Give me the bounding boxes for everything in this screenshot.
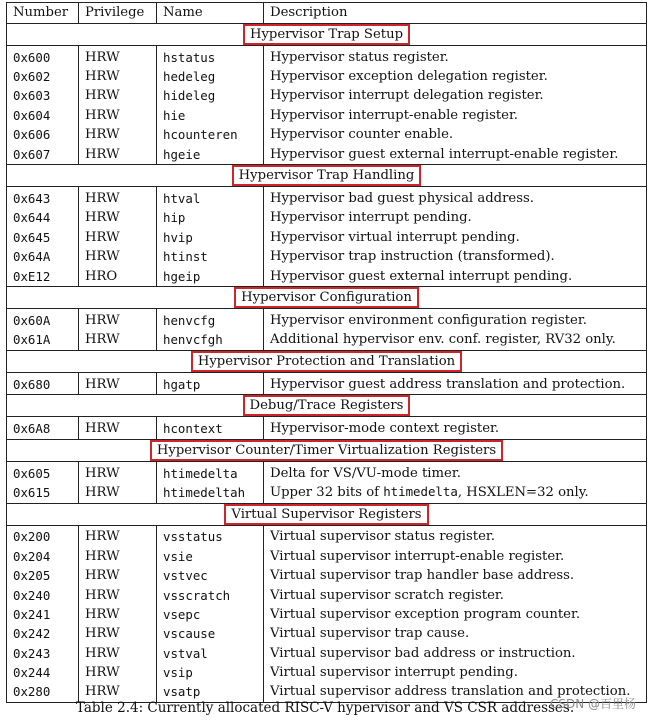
csr-name-cell: hgeip [157,267,264,287]
csr-number-cell: 0x607 [7,145,79,165]
csr-description-cell: Virtual supervisor status register. [264,528,647,547]
csr-number-cell: 0x60A [7,311,79,330]
table-row [7,145,647,165]
csr-number-cell: 0xE12 [7,267,79,287]
csr-privilege-cell: HRW [79,106,157,125]
csr-privilege-cell: HRW [79,48,157,67]
watermark-text: CSDN @百里杨 [549,697,636,711]
csr-number-cell: 0x643 [7,189,79,208]
table-row [7,189,647,208]
csr-description-cell: Hypervisor guest address translation and protection. [264,375,647,395]
table-row [7,67,647,86]
table-row [7,126,647,145]
csr-name-cell: hcounteren [157,126,264,145]
csr-description-cell: Additional hypervisor env. conf. register, RV32 only. [264,331,647,351]
section-header-cell [7,165,647,187]
section-title-highlight: Hypervisor Configuration [234,287,419,308]
csr-name-cell: henvcfg [157,311,264,330]
csr-name-cell: vsatp [157,683,264,703]
csr-number-cell: 0x200 [7,528,79,547]
table-row [7,248,647,267]
csr-description-cell: Virtual supervisor exception program counter. [264,605,647,624]
table-row [7,87,647,106]
csr-name-cell: vsscratch [157,586,264,605]
csr-description-cell [264,483,647,503]
csr-privilege-cell: HRW [79,189,157,208]
csr-privilege-cell: HRW [79,586,157,605]
table-row [7,483,647,503]
csr-number-cell: 0x600 [7,48,79,67]
csr-privilege-cell: HRW [79,605,157,624]
csr-description-cell: Hypervisor bad guest physical address. [264,189,647,208]
header-privilege: Privilege [79,3,157,24]
csr-description-cell: Hypervisor status register. [264,48,647,67]
csr-privilege-cell: HRW [79,644,157,663]
table-row [7,209,647,228]
csr-number-cell: 0x605 [7,464,79,483]
csr-privilege-cell: HRW [79,248,157,267]
csr-privilege-cell: HRW [79,209,157,228]
section-header-row [7,351,647,373]
csr-name-cell: hie [157,106,264,125]
csr-table-container [6,2,646,703]
csr-number-cell: 0x604 [7,106,79,125]
csr-number-cell: 0x602 [7,67,79,86]
csr-privilege-cell: HRW [79,547,157,566]
csr-name-cell: henvcfgh [157,331,264,351]
csr-name-cell: vsstatus [157,528,264,547]
csr-privilege-cell: HRW [79,683,157,703]
csr-description-cell: Hypervisor-mode context register. [264,419,647,439]
csr-description-cell: Delta for VS/VU-mode timer. [264,464,647,483]
csr-number-cell: 0x61A [7,331,79,351]
csr-description-cell: Virtual supervisor trap cause. [264,625,647,644]
table-row [7,48,647,67]
csr-number-cell: 0x644 [7,209,79,228]
section-title-highlight: Hypervisor Trap Handling [232,165,422,186]
csr-name-cell: hvip [157,228,264,247]
table-header-row [7,3,647,24]
section-title-highlight: Debug/Trace Registers [243,395,411,416]
csr-description-cell: Hypervisor trap instruction (transformed). [264,248,647,267]
table-row [7,586,647,605]
csr-privilege-cell: HRO [79,267,157,287]
csr-description-cell: Hypervisor interrupt-enable register. [264,106,647,125]
csr-description-cell: Hypervisor environment configuration register. [264,311,647,330]
table-row [7,547,647,566]
csr-privilege-cell: HRW [79,126,157,145]
csr-name-cell: htimedeltah [157,483,264,503]
table-row [7,566,647,585]
csr-description-cell: Virtual supervisor interrupt pending. [264,663,647,682]
csr-number-cell: 0x243 [7,644,79,663]
section-header-row [7,24,647,46]
section-header-row [7,439,647,461]
section-header-row [7,165,647,187]
csr-description-cell: Hypervisor interrupt delegation register. [264,87,647,106]
csr-privilege-cell: HRW [79,528,157,547]
csr-number-cell: 0x244 [7,663,79,682]
header-description: Description [264,3,647,24]
section-header-cell [7,503,647,525]
csr-privilege-cell: HRW [79,625,157,644]
csr-description-cell: Virtual supervisor trap handler base address. [264,566,647,585]
csr-number-cell: 0x680 [7,375,79,395]
table-row [7,644,647,663]
csr-description-cell: Hypervisor interrupt pending. [264,209,647,228]
csr-name-cell: vscause [157,625,264,644]
table-row [7,267,647,287]
csr-privilege-cell: HRW [79,375,157,395]
table-row [7,528,647,547]
header-number: Number [7,3,79,24]
csr-name-cell: hip [157,209,264,228]
csr-description-cell: Virtual supervisor interrupt-enable register. [264,547,647,566]
csr-name-cell: hcontext [157,419,264,439]
table-row [7,605,647,624]
csr-name-cell: htinst [157,248,264,267]
section-title-highlight: Virtual Supervisor Registers [224,504,428,525]
csr-name-cell: hedeleg [157,67,264,86]
csr-number-cell: 0x204 [7,547,79,566]
csr-privilege-cell: HRW [79,663,157,682]
table-caption: Table 2.4: Currently allocated RISC-V hypervisor and VS CSR addresses. [75,700,575,716]
csr-description-cell: Virtual supervisor scratch register. [264,586,647,605]
csr-name-cell: htimedelta [157,464,264,483]
table-row [7,625,647,644]
table-row [7,331,647,351]
csr-description-cell: Virtual supervisor bad address or instruction. [264,644,647,663]
csr-privilege-cell: HRW [79,419,157,439]
csr-address-table [6,2,647,703]
section-title-highlight: Hypervisor Trap Setup [243,24,410,45]
csr-description-cell: Hypervisor exception delegation register. [264,67,647,86]
description-text: , HSXLEN=32 only. [457,485,589,501]
csr-privilege-cell: HRW [79,464,157,483]
csr-number-cell: 0x615 [7,483,79,503]
csr-privilege-cell: HRW [79,483,157,503]
section-header-row [7,287,647,309]
csr-name-cell: hgeie [157,145,264,165]
description-text: Upper 32 bits of [270,485,384,501]
csr-description-cell: Hypervisor guest external interrupt pending. [264,267,647,287]
csr-privilege-cell: HRW [79,228,157,247]
csr-privilege-cell: HRW [79,331,157,351]
csr-privilege-cell: HRW [79,87,157,106]
section-header-cell [7,24,647,46]
csr-number-cell: 0x280 [7,683,79,703]
csr-number-cell: 0x64A [7,248,79,267]
table-row [7,311,647,330]
csr-number-cell: 0x603 [7,87,79,106]
csr-name-cell: hgatp [157,375,264,395]
table-row [7,464,647,483]
table-row [7,419,647,439]
csr-number-cell: 0x241 [7,605,79,624]
section-header-cell [7,395,647,417]
section-header-row [7,395,647,417]
csr-description-cell: Hypervisor counter enable. [264,126,647,145]
csr-name-cell: vstvec [157,566,264,585]
csr-number-cell: 0x645 [7,228,79,247]
csr-number-cell: 0x205 [7,566,79,585]
inline-register-name: htimedelta [383,484,458,500]
csr-privilege-cell: HRW [79,311,157,330]
table-row [7,375,647,395]
table-row [7,106,647,125]
section-header-cell [7,287,647,309]
csr-name-cell: hstatus [157,48,264,67]
csr-name-cell: vsie [157,547,264,566]
csr-number-cell: 0x606 [7,126,79,145]
csr-description-cell: Hypervisor guest external interrupt-enable register. [264,145,647,165]
section-header-cell [7,439,647,461]
section-title-highlight: Hypervisor Protection and Translation [191,351,462,372]
csr-number-cell: 0x6A8 [7,419,79,439]
csr-name-cell: htval [157,189,264,208]
csr-number-cell: 0x240 [7,586,79,605]
csr-name-cell: vsepc [157,605,264,624]
header-name: Name [157,3,264,24]
table-row [7,663,647,682]
csr-description-cell: Virtual supervisor address translation and protection. [264,683,647,703]
csr-number-cell: 0x242 [7,625,79,644]
csr-name-cell: vsip [157,663,264,682]
section-header-cell [7,351,647,373]
csr-privilege-cell: HRW [79,566,157,585]
csr-name-cell: hideleg [157,87,264,106]
csr-description-cell: Hypervisor virtual interrupt pending. [264,228,647,247]
csr-table-body [7,24,647,703]
csr-privilege-cell: HRW [79,145,157,165]
csr-privilege-cell: HRW [79,67,157,86]
section-header-row [7,503,647,525]
table-row [7,228,647,247]
csr-name-cell: vstval [157,644,264,663]
section-title-highlight: Hypervisor Counter/Timer Virtualization Registers [150,440,503,461]
